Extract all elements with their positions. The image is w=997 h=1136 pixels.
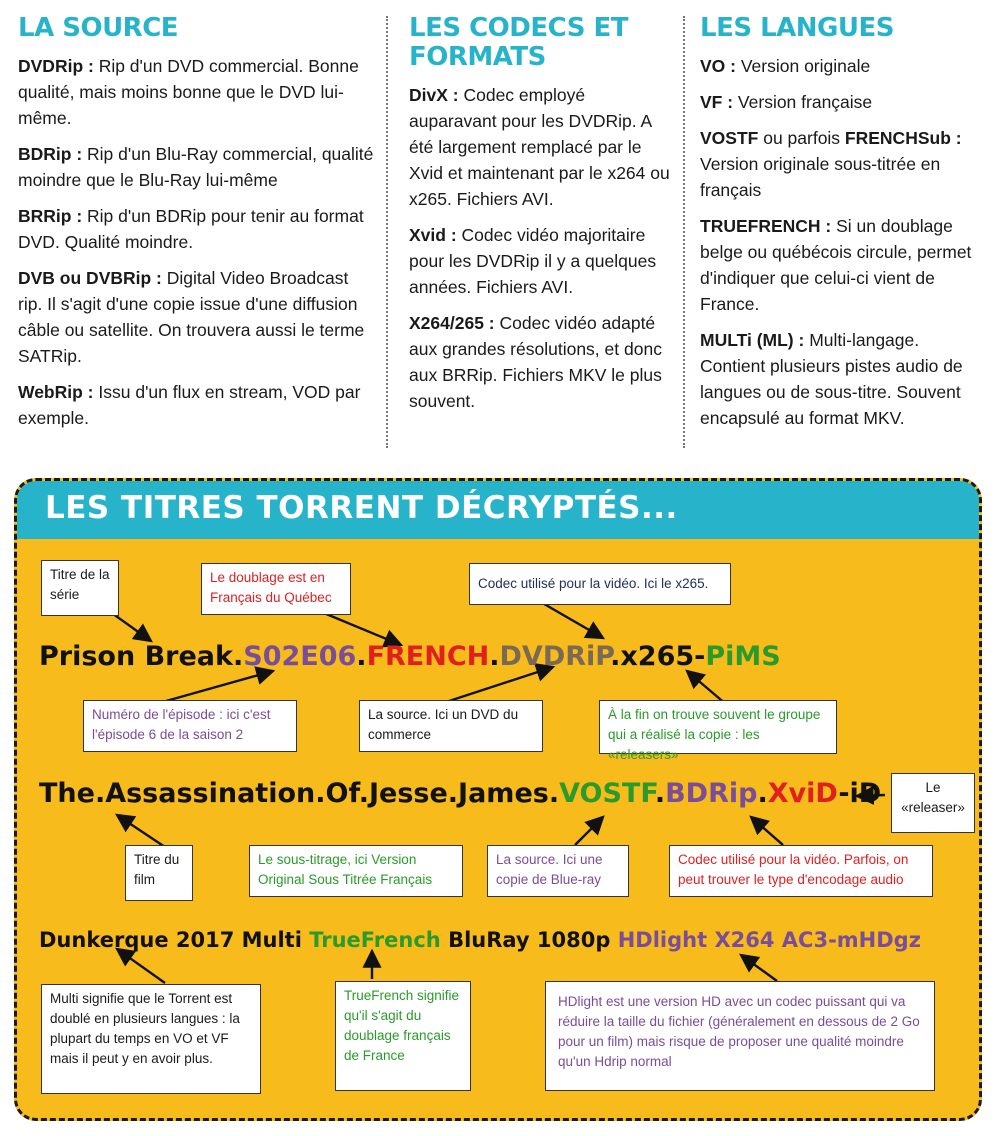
arrow (741, 955, 777, 981)
entry-langues (700, 89, 982, 115)
entry-text: Codec vidéo adapté aux grandes résolutions, et donc aux BRRip. Fichiers MKV le plus souvent. (409, 313, 662, 411)
entry-codecs (409, 310, 671, 414)
entry-source (18, 203, 374, 255)
entry-codecs (409, 82, 671, 212)
torrent-title-line1 (39, 641, 781, 672)
entry-term: BRRip : (18, 206, 83, 226)
arrow (751, 817, 783, 845)
note-titre-film: Titre du film (125, 845, 193, 901)
column-source (18, 14, 374, 441)
column-codecs (409, 14, 671, 424)
title-segment: . (757, 778, 768, 809)
arrow (159, 671, 273, 703)
entry-term: VO : (700, 56, 736, 76)
title-segment: . (489, 641, 500, 672)
column-divider (386, 16, 388, 448)
arrow (319, 611, 401, 645)
entry-connector: ou parfois (758, 128, 845, 148)
entry-term: DVDRip : (18, 56, 94, 76)
column-divider (683, 16, 685, 448)
arrow (117, 949, 165, 983)
entry-source (18, 379, 374, 431)
entry-term: MULTi (ML) : (700, 330, 805, 350)
entry-text: Si un doublage belge ou québécois circule, permet d'indiquer que celui-ci vient de France. (700, 216, 972, 314)
entry-text: Version originale sous-titrée en français (700, 154, 941, 200)
title-segment: -iD (838, 778, 882, 809)
torrent-titles-panel (14, 478, 982, 1121)
title-segment: XviD (767, 778, 839, 809)
title-segment: .x265- (610, 641, 706, 672)
title-segment: Dunkerque 2017 Multi (39, 928, 310, 952)
note-titre-serie: Titre de la série (41, 560, 119, 616)
note-codec-xvid: Codec utilisé pour la vidéo. Parfois, on peut trouver le type d'encodage audio (669, 845, 933, 897)
title-segment: VOSTF (559, 778, 655, 809)
note-sous-titrage: Le sous-titrage, ici Version Original Sous Titrée Français (249, 845, 463, 897)
title-segment: BluRay 1080p (440, 928, 618, 952)
entries-source (18, 53, 374, 431)
entry-term: DivX : (409, 85, 459, 105)
entry-langues (700, 327, 982, 431)
note-source-bluray: La source. Ici une copie de Blue-ray (487, 845, 629, 897)
title-segment: PiMS (705, 641, 781, 672)
entry-text: Codec employé auparavant pour les DVDRip. A été largement remplacé par le Xvid et maintenant par le x264 ou x265. Fichiers AVI. (409, 85, 670, 209)
note-source-dvd: La source. Ici un DVD du commerce (359, 700, 543, 752)
title-segment: Prison Break. (39, 641, 244, 672)
entry-codecs (409, 222, 671, 300)
torrent-title-line3 (39, 928, 921, 952)
entry-text: Rip d'un Blu-Ray commercial, qualité moindre que le Blu-Ray lui-même (18, 144, 374, 190)
entry-source (18, 141, 374, 193)
column-title-codecs: LES CODECS ET FORMATS (409, 13, 628, 72)
entry-text: Digital Video Broadcast rip. Il s'agit d'une copie issue d'une diffusion câble ou satellite. On trouvera aussi le terme SATRip. (18, 268, 365, 366)
entry-term: TRUEFRENCH : (700, 216, 832, 236)
note-groupe: À la fin on trouve souvent le groupe qui a réalisé la copie : les «releasers» (599, 700, 837, 754)
title-segment: BDRip (665, 778, 758, 809)
entry-langues (700, 213, 982, 317)
arrow (575, 817, 603, 845)
entries-langues (700, 53, 982, 431)
entry-term: X264/265 : (409, 313, 495, 333)
entry-term: DVB ou DVBRip : (18, 268, 162, 288)
title-segment: TrueFrench (309, 928, 441, 952)
title-segment: HDlight X264 AC3-mHDgz (617, 928, 921, 952)
title-segment: DVDRiP (499, 641, 611, 672)
note-codec-x265: Codec utilisé pour la vidéo. Ici le x265. (469, 563, 731, 605)
title-segment: . (356, 641, 367, 672)
entry-text: Version française (733, 92, 873, 112)
entry-source (18, 53, 374, 131)
entry-term: VF : (700, 92, 734, 112)
entry-term: WebRip : (18, 382, 94, 402)
entry-term: BDRip : (18, 144, 83, 164)
entry-text: Rip d'un BDRip pour tenir au format DVD. Qualité moindre. (18, 206, 364, 252)
note-hdlight: HDlight est une version HD avec un codec puissant qui va réduire la taille du fichier (généralement en dessous de 2 Go pour un film) mais risque de proposer une qualité moindre qu'un Hdrip normal (545, 981, 935, 1091)
entries-codecs (409, 82, 671, 414)
entry-term: Xvid : (409, 225, 457, 245)
note-truefrench: TrueFrench signifie qu'il s'agit du doublage français de France (335, 981, 471, 1091)
entry-langues (700, 125, 982, 203)
title-segment: The.Assassination.Of.Jesse.James. (39, 778, 560, 809)
entry-term: FRENCHSub : (844, 128, 962, 148)
entry-text: Codec vidéo majoritaire pour les DVDRip il y a quelques années. Fichiers AVI. (409, 225, 657, 297)
arrow (117, 815, 165, 847)
panel-title: LES TITRES TORRENT DÉCRYPTÉS... (45, 490, 678, 526)
entry-text: Issu d'un flux en stream, VOD par exemple. (18, 382, 361, 428)
note-doublage: Le doublage est en Français du Québec (201, 563, 351, 615)
entry-text: Version originale (735, 56, 871, 76)
entry-langues (700, 53, 982, 79)
entry-text: Multi-langage. Contient plusieurs pistes audio de langues ou de sous-titre. Souvent encapsulé au format MKV. (700, 330, 963, 428)
column-title-source: LA SOURCE (18, 13, 179, 43)
note-releaser: Le «releaser» (891, 773, 975, 833)
entry-text: Rip d'un DVD commercial. Bonne qualité, mais moins bonne que le DVD lui-même. (18, 56, 359, 128)
column-title-langues: LES LANGUES (700, 13, 894, 43)
title-segment: . (654, 778, 666, 809)
note-multi: Multi signifie que le Torrent est doublé en plusieurs langues : la plupart du temps en VO et VF mais il peut y en avoir plus. (41, 984, 261, 1094)
title-segment: S02E06 (243, 641, 357, 672)
torrent-title-line2 (39, 778, 881, 809)
arrow (443, 667, 553, 703)
title-segment: FRENCH (366, 641, 490, 672)
column-langues (700, 14, 982, 441)
entry-source (18, 265, 374, 369)
note-episode: Numéro de l'épisode : ici c'est l'épisode 6 de la saison 2 (83, 700, 297, 752)
entry-term: VOSTF (700, 128, 759, 148)
arrow (539, 601, 603, 638)
